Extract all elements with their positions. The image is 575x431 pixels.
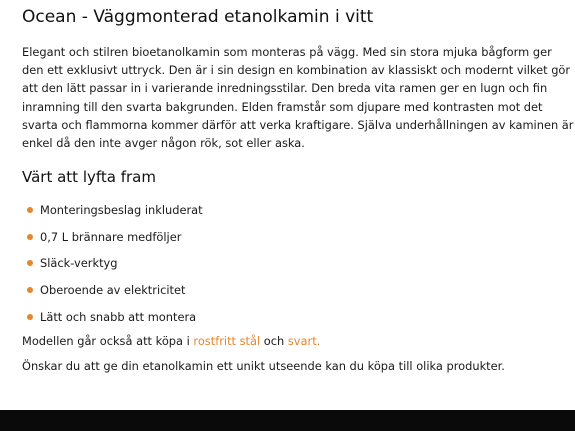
bullet-icon bbox=[27, 234, 33, 240]
product-description: Elegant och stilren bioetanolkamin som monteras på vägg. Med sin stora mjuka bågform ger den ett exklusivt uttryck. Den är i sin design en kombination av klassiskt och modernt vilket gör att den lätt passar in i varierande inredningsstilar. Den breda vita ramen ger en lugn och fin inramning till den svarta bakgrunden. Elden framstår som djupare med kontrasten mot det svarta och flammorna kommer därför att verka kraftigare. Själva underhållningen av kaminen är enkel då den inte avger någon rök, sot eller aska. bbox=[22, 45, 574, 151]
list-item-label: Släck-verktyg bbox=[40, 256, 118, 271]
highlights-heading: Värt att lyfta fram bbox=[22, 168, 156, 187]
black-link[interactable]: svart. bbox=[287, 333, 321, 348]
stainless-steel-link[interactable]: rostfritt stål bbox=[193, 333, 261, 348]
models-prefix: Modellen går också att köpa i bbox=[22, 333, 194, 348]
list-item bbox=[22, 281, 575, 299]
bullet-icon bbox=[27, 287, 33, 293]
list-item bbox=[22, 201, 575, 219]
bullet-icon bbox=[27, 207, 33, 213]
product-content bbox=[22, 0, 575, 375]
highlights-list bbox=[22, 201, 575, 325]
bullet-icon bbox=[27, 260, 33, 266]
list-item-label: 0,7 L brännare medföljer bbox=[40, 229, 182, 244]
list-item-label: Monteringsbeslag inkluderat bbox=[40, 203, 203, 218]
list-item bbox=[22, 254, 575, 272]
list-item bbox=[22, 228, 575, 246]
list-item-label: Oberoende av elektricitet bbox=[40, 283, 186, 297]
page-title: Ocean - Väggmonterad etanolkamin i vitt bbox=[22, 7, 374, 27]
list-item bbox=[22, 308, 575, 326]
list-item-label: Lätt och snabb att montera bbox=[40, 309, 197, 324]
models-middle: och bbox=[260, 333, 288, 348]
accessories-text: Önskar du att ge din etanolkamin ett unikt utseende kan du köpa till olika produkter. bbox=[22, 358, 505, 373]
models-text bbox=[22, 332, 575, 350]
footer-bar bbox=[0, 410, 575, 431]
bullet-icon bbox=[27, 314, 33, 320]
